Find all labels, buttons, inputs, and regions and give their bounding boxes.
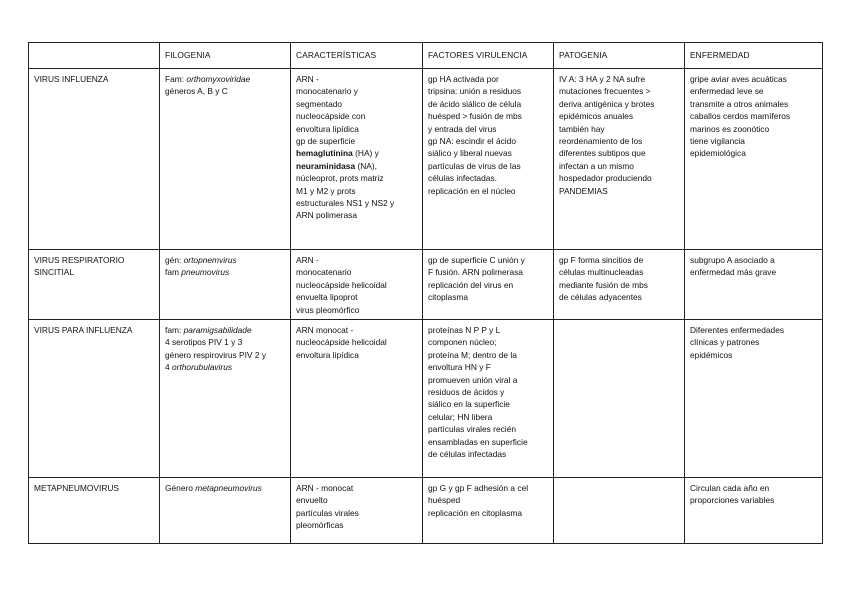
cell-patogenia xyxy=(554,69,685,250)
caracteristicas-line: envoltura lipídica xyxy=(296,123,359,134)
patogenia-line: gp F forma sincitios de xyxy=(559,255,644,265)
cell-patogenia xyxy=(554,478,685,544)
factores-line: envoltura HN y F xyxy=(428,362,491,373)
caracteristicas-line: monocatenario xyxy=(296,267,352,278)
caracteristicas-line: envuelta lipoprot xyxy=(296,292,358,303)
factores-line: F fusión. ARN polimerasa xyxy=(428,267,523,278)
patogenia-line: diferentes subtipos que xyxy=(559,148,646,159)
factores-line: huésped > fusión de mbs xyxy=(428,111,522,122)
factores-line: promueven unión viral a xyxy=(428,374,518,385)
caracteristicas-line: envoltura lipídica xyxy=(296,349,359,360)
enfermedad-line: Circulan cada año en xyxy=(690,483,770,494)
enfermedad-line: marinos es zoonótico xyxy=(690,123,770,134)
caracteristicas-line: ARN - xyxy=(296,74,319,84)
cell-caracteristicas xyxy=(291,250,423,320)
caracteristicas-line: virus pleomórfico xyxy=(296,304,360,315)
virus-comparison-table xyxy=(28,42,823,544)
enfermedad-line: clínicas y patrones xyxy=(690,337,760,348)
factores-line: siálico en la superficie xyxy=(428,399,510,410)
factores-line: citoplasma xyxy=(428,292,469,303)
factores-line: partículas de virus de las xyxy=(428,160,521,171)
cell-filogenia xyxy=(160,478,291,544)
virus-name: SINCITIAL xyxy=(34,267,75,278)
header-row xyxy=(29,43,823,69)
caracteristicas-line: ARN - xyxy=(296,255,319,265)
factores-line: ensambladas en superficie xyxy=(428,436,528,447)
header-filogenia: FILOGENIA xyxy=(160,43,291,69)
patogenia-line: mediante fusión de mbs xyxy=(559,279,648,290)
caracteristicas-line: estructurales NS1 y NS2 y xyxy=(296,198,395,209)
cell-enfermedad xyxy=(685,250,823,320)
caracteristicas-line: hemaglutinina (HA) y xyxy=(296,148,379,159)
factores-line: replicación del virus en xyxy=(428,279,514,290)
caracteristicas-line: nucleocápside helicoidal xyxy=(296,337,387,348)
patogenia-line: deriva antigénica y brotes xyxy=(559,98,655,109)
cell-patogenia xyxy=(554,250,685,320)
patogenia-line: también hay xyxy=(559,123,605,134)
patogenia-line: epidémicos anuales xyxy=(559,111,634,122)
enfermedad-line: epidémicos xyxy=(690,349,733,360)
virus-name: VIRUS PARA INFLUENZA xyxy=(34,325,133,336)
factores-line: de células infectadas xyxy=(428,449,507,460)
patogenia-line: hospedador produciendo xyxy=(559,173,652,184)
virus-name: METAPNEUMOVIRUS xyxy=(34,483,119,494)
filogenia-line: fam: paramigsabilidade xyxy=(165,325,252,336)
caracteristicas-line: pleomórficas xyxy=(296,520,344,531)
caracteristicas-line: gp de superficie xyxy=(296,136,356,147)
factores-line: gp HA activada por xyxy=(428,74,499,84)
cell-caracteristicas xyxy=(291,478,423,544)
header-enfermedad: ENFERMEDAD xyxy=(685,43,823,69)
enfermedad-line: caballos cerdos mamíferos xyxy=(690,111,791,122)
patogenia-line: IV A: 3 HA y 2 NA sufre xyxy=(559,74,646,84)
table-row-parainfluenza xyxy=(29,320,823,478)
header-patogenia: PATOGENIA xyxy=(554,43,685,69)
header-factores-virulencia: FACTORES VIRULENCIA xyxy=(423,43,554,69)
patogenia-line: reordenamiento de los xyxy=(559,136,643,147)
caracteristicas-line: ARN - monocat xyxy=(296,483,354,494)
cell-patogenia xyxy=(554,320,685,478)
enfermedad-line: gripe aviar aves acuáticas xyxy=(690,74,787,84)
factores-line: partículas virales recién xyxy=(428,424,516,435)
caracteristicas-line: envuelto xyxy=(296,495,328,506)
cell-caracteristicas xyxy=(291,69,423,250)
enfermedad-line: tiene vigilancia xyxy=(690,136,745,147)
caracteristicas-line: M1 y M2 y prots xyxy=(296,185,356,196)
factores-line: gp de superficie C unión y xyxy=(428,255,525,265)
enfermedad-line: proporciones variables xyxy=(690,495,775,506)
factores-line: tripsina: unión a residuos xyxy=(428,86,522,97)
factores-line: proteínas N P P y L xyxy=(428,325,501,336)
cell-filogenia xyxy=(160,250,291,320)
header-cell-empty xyxy=(29,43,160,69)
filogenia-line: 4 orthorubulavirus xyxy=(165,362,233,373)
enfermedad-line: transmite a otros animales xyxy=(690,98,789,109)
table-row-metapneumovirus xyxy=(29,478,823,544)
cell-virus-name xyxy=(29,250,160,320)
cell-caracteristicas xyxy=(291,320,423,478)
enfermedad-line: enfermedad más grave xyxy=(690,267,777,278)
cell-filogenia xyxy=(160,69,291,250)
factores-line: siálico y liberal nuevas xyxy=(428,148,512,159)
filogenia-line: fam pneumovirus xyxy=(165,267,230,278)
filogenia-line: Género metapneumovirus xyxy=(165,483,262,494)
caracteristicas-line: nucleocápside con xyxy=(296,111,366,122)
cell-factores xyxy=(423,250,554,320)
factores-line: residuos de ácidos y xyxy=(428,387,505,398)
filogenia-line: Fam: orthomyxoviridae xyxy=(165,74,251,84)
factores-line: replicación en el núcleo xyxy=(428,185,516,196)
factores-line: gp G y gp F adhesión a cel xyxy=(428,483,529,494)
cell-enfermedad xyxy=(685,69,823,250)
caracteristicas-line: ARN monocat - xyxy=(296,325,354,336)
caracteristicas-line: núcleoprot, prots matriz xyxy=(296,173,384,184)
caracteristicas-line: neuraminidasa (NA), xyxy=(296,160,377,171)
caracteristicas-line: ARN polimerasa xyxy=(296,210,357,221)
filogenia-line: 4 serotipos PIV 1 y 3 xyxy=(165,337,243,348)
patogenia-line: de células adyacentes xyxy=(559,292,642,303)
filogenia-line: género respirovirus PIV 2 y xyxy=(165,349,267,360)
enfermedad-line: enfermedad leve se xyxy=(690,86,764,97)
factores-line: celular; HN libera xyxy=(428,411,493,422)
cell-factores xyxy=(423,69,554,250)
factores-line: replicación en citoplasma xyxy=(428,507,523,518)
caracteristicas-line: segmentado xyxy=(296,98,343,109)
cell-factores xyxy=(423,478,554,544)
cell-filogenia xyxy=(160,320,291,478)
factores-line: y entrada del virus xyxy=(428,123,497,134)
caracteristicas-line: partículas virales xyxy=(296,507,359,518)
caracteristicas-line: nucleocápside helicoidal xyxy=(296,279,387,290)
table-row-influenza xyxy=(29,69,823,250)
cell-factores xyxy=(423,320,554,478)
factores-line: de ácido siálico de célula xyxy=(428,98,522,109)
patogenia-line: infectan a un mismo xyxy=(559,160,634,171)
factores-line: células infectadas. xyxy=(428,173,497,184)
virus-name: VIRUS INFLUENZA xyxy=(34,74,109,84)
factores-line: huésped xyxy=(428,495,461,506)
factores-line: componen núcleo; xyxy=(428,337,497,348)
cell-virus-name xyxy=(29,478,160,544)
enfermedad-line: epidemiológica xyxy=(690,148,746,159)
factores-line: gp NA: escindir el ácido xyxy=(428,136,516,147)
cell-enfermedad xyxy=(685,320,823,478)
cell-virus-name xyxy=(29,320,160,478)
factores-line: proteína M; dentro de la xyxy=(428,349,517,360)
header-caracteristicas: CARACTERÍSTICAS xyxy=(291,43,423,69)
patogenia-line: PANDEMIAS xyxy=(559,185,608,196)
cell-enfermedad xyxy=(685,478,823,544)
patogenia-line: mutaciones frecuentes > xyxy=(559,86,651,97)
table-row-vrs xyxy=(29,250,823,320)
cell-virus-name xyxy=(29,69,160,250)
virus-name: VIRUS RESPIRATORIO xyxy=(34,255,125,265)
filogenia-line: géneros A, B y C xyxy=(165,86,228,97)
patogenia-line: células multinucleadas xyxy=(559,267,644,278)
filogenia-line: gén: ortopnemvirus xyxy=(165,255,237,265)
enfermedad-line: Diferentes enfermedades xyxy=(690,325,785,336)
caracteristicas-line: monocatenario y xyxy=(296,86,358,97)
enfermedad-line: subgrupo A asociado a xyxy=(690,255,775,265)
